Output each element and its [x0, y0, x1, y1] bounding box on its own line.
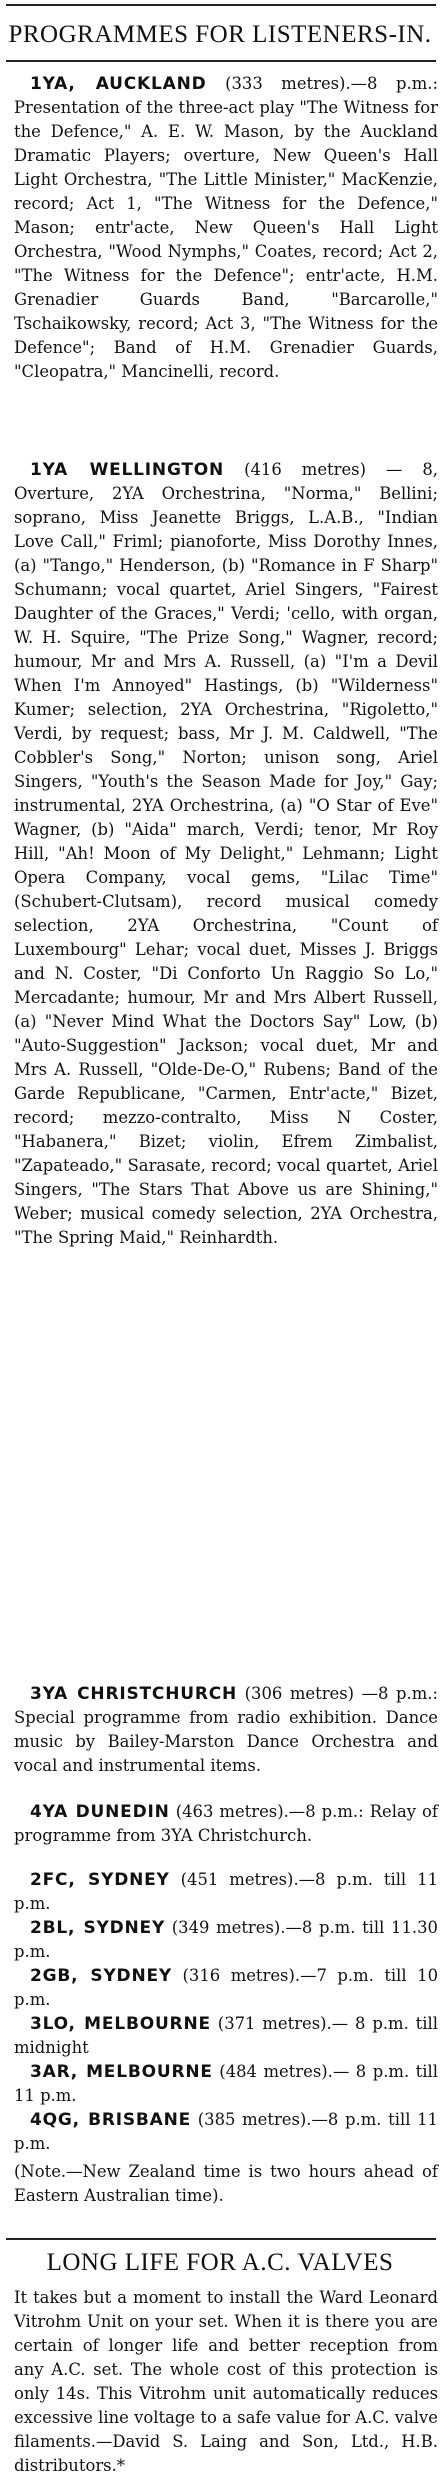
station-programme: (316 metres).—7 p.m. till 10 p.m. [14, 1966, 438, 2009]
article-body [14, 2286, 438, 2478]
station-4qg-brisbane [14, 2108, 438, 2156]
station-name: 1YA WELLINGTON [30, 460, 225, 480]
station-2fc-sydney [14, 1868, 438, 1916]
station-name: 4QG, BRISBANE [30, 2110, 192, 2130]
station-programme: (371 metres).— 8 p.m. till midnight [14, 2014, 438, 2057]
station-name: 2FC, SYDNEY [30, 1870, 170, 1890]
station-programme: (416 metres) — 8, Overture, 2YA Orchestrina, "Norma," Bellini; soprano, Miss Jeanette Briggs, L.A.B., "Indian Love Call," Friml; pianoforte, Miss Dorothy Innes, (a) "Tango," Henderson, (b) "Romance in F Sharp" Schumann; vocal quartet, Ariel Singers, "Fairest Daughter of the Graces," Verdi; 'cello, with organ, W. H. Squire, "The Prize Song," Wagner, record; humour, Mr and Mrs A. Russell, (a) "I'm a Devil When I'm Annoyed" Hastings, (b) "Wilderness" Kumer; selection, 2YA Orchestrina, "Rigoletto," Verdi, by request; bass, Mr J. M. Caldwell, "The Cobbler's Song," Norton; unison song, Ariel Singers, "Youth's the Season Made for Joy," Gay; instrumental, 2YA Orchestrina, (a) "O Star of Eve" Wagner, (b) "Aida" march, Verdi; tenor, Mr Roy Hill, "Ah! Moon of My Delight," Lehmann; Light Opera Company, vocal gems, "Lilac Time" (Schubert-Clutsam), record musical comedy selection, 2YA Orchestrina, "Count of Luxembourg" Lehar; vocal duet, Misses J. Briggs and N. Coster, "Di Conforto Un Raggio So Lo," Mercadante; humour, Mr and Mrs Albert Russell, (a) "Never Mind What the Doctors Say" Low, (b) "Auto-Suggestion" Jackson; vocal duet, Mr and Mrs A. Russell, "Olde-De-O," Rubens; Band of the Garde Republicane, "Carmen, Entr'acte," Bizet, record; mezzo-contralto, Miss N Coster, "Habanera," Bizet; violin, Efrem Zimbalist, "Zapateado," Sarasate, record; vocal quartet, Ariel Singers, "The Stars That Above us are Shining," Weber; musical comedy selection, 2YA Orchestra, "The Spring Maid," Reinhardth. [14, 460, 438, 1247]
station-programme: (306 metres) —8 p.m.: Special programme from radio exhibition. Dance music by Bailey-Marston Dance Orchestra and vocal and instrumental items. [14, 1684, 439, 1775]
station-programme: (349 metres).—8 p.m. till 11.30 p.m. [14, 1918, 438, 1961]
station-1ya-wellington [14, 458, 438, 1250]
note-text: (Note.—New Zealand time is two hours ahead of Eastern Australian time). [14, 2162, 438, 2205]
station-name: 3LO, MELBOURNE [30, 2014, 211, 2034]
station-programme: (385 metres).—8 p.m. till 11 p.m. [14, 2110, 438, 2153]
article-heading: LONG LIFE FOR A.C. VALVES [46, 2249, 394, 2276]
heading-rule [6, 60, 436, 62]
station-name: 2GB, SYDNEY [30, 1966, 173, 1986]
station-1ya-auckland [14, 72, 438, 384]
station-name: 3YA CHRISTCHURCH [30, 1684, 238, 1704]
station-name: 3AR, MELBOURNE [30, 2062, 213, 2082]
station-4ya-dunedin [14, 1800, 438, 1848]
programmes-heading: PROGRAMMES FOR LISTENERS-IN. [8, 21, 432, 48]
station-name: 1YA, AUCKLAND [30, 74, 207, 94]
station-2bl-sydney [14, 1916, 438, 1964]
station-3ar-melbourne [14, 2060, 438, 2108]
station-3lo-melbourne [14, 2012, 438, 2060]
time-zone-note [14, 2160, 438, 2208]
station-programme: (333 metres).—8 p.m.: Presentation of the three-act play "The Witness for the Defence," A. E. W. Mason, by the Auckland Dramatic Players; overture, New Queen's Hall Light Orchestra, "The Little Minister," MacKenzie, record; Act 1, "The Witness for the Defence," Mason; entr'acte, New Queen's Hall Light Orchestra, "Wood Nymphs," Coates, record; Act 2, "The Witness for the Defence"; entr'acte, H.M. Grenadier Guards Band, "Barcarolle," Tschaikowsky, record; Act 3, "The Witness for the Defence"; Band of H.M. Grenadier Guards, "Cleopatra," Mancinelli, record. [14, 74, 438, 381]
section-rule [6, 2238, 436, 2240]
station-programme: (484 metres).— 8 p.m. till 11 p.m. [14, 2062, 438, 2105]
article-text: It takes but a moment to install the Ward Leonard Vitrohm Unit on your set. When it is there you are certain of longer life and better reception from any A.C. set. The whole cost of this protection is only 14s. This Vitrohm unit automatically reduces excessive line voltage to a safe value for A.C. valve filaments.—David S. Laing and Son, Ltd., H.B. distributors.* [14, 2288, 438, 2475]
station-3ya-christchurch [14, 1682, 438, 1778]
station-2gb-sydney [14, 1964, 438, 2012]
top-rule [6, 4, 436, 6]
station-programme: (463 metres).—8 p.m.: Relay of programme from 3YA Christchurch. [14, 1802, 438, 1845]
station-name: 4YA DUNEDIN [30, 1802, 170, 1822]
station-programme: (451 metres).—8 p.m. till 11 p.m. [14, 1870, 438, 1913]
station-name: 2BL, SYDNEY [30, 1918, 166, 1938]
